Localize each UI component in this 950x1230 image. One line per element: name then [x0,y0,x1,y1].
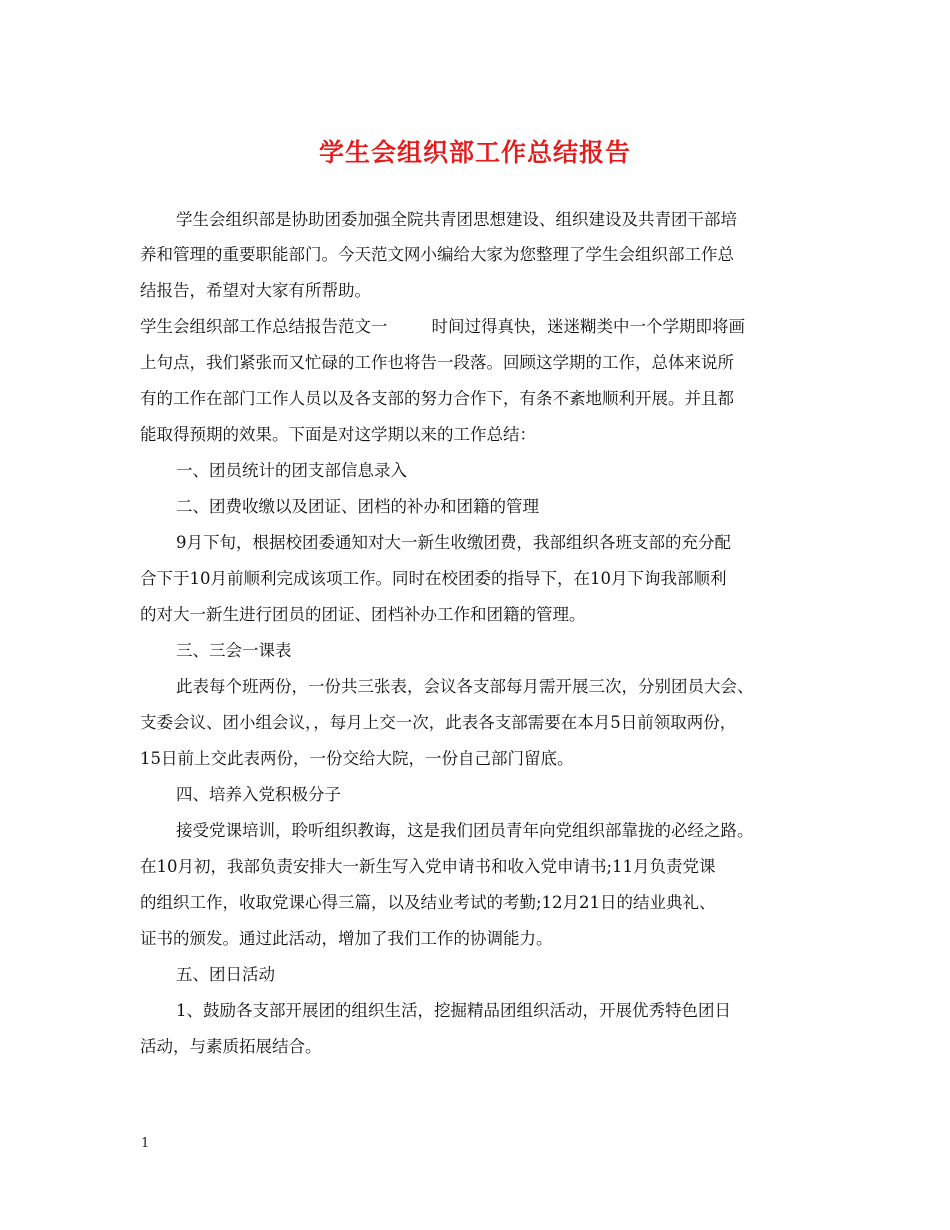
item-heading: 一、团员统计的团支部信息录入 [176,461,407,480]
paragraph-line: 9月下旬，根据校团委通知对大一新生收缴团费，我部组织各班支部的充分配 [176,533,731,552]
paragraph-line: 证书的颁发。通过此活动，增加了我们工作的协调能力。 [140,929,553,948]
paragraph-line: 15日前上交此表两份，一份交给大院，一份自己部门留底。 [140,749,574,768]
paragraph-line: 支委会议、团小组会议，，每月上交一次，此表各支部需要在本月5日前领取两份， [140,713,737,732]
paragraph-line: 学生会组织部是协助团委加强全院共青团思想建设、组织建设及共青团干部培 [176,210,737,229]
item-heading: 四、培养入党积极分子 [176,785,341,804]
paragraph-line: 在10月初，我部负责安排大一新生写入党申请书和收入党申请书;11月负责党课 [140,857,716,876]
paragraph-line: 结报告，希望对大家有所帮助。 [140,281,371,300]
paragraph-line: 有的工作在部门工作人员以及各支部的努力合作下，有条不紊地顺利开展。并且都 [140,389,734,408]
section-heading-line [140,316,745,338]
paragraph-line: 养和管理的重要职能部门。今天范文网小编给大家为您整理了学生会组织部工作总 [140,245,734,264]
paragraph-line: 1、鼓励各支部开展团的组织生活，挖掘精品团组织活动，开展优秀特色团日 [176,1001,731,1020]
page-number: 1 [141,1136,150,1151]
item-heading: 二、团费收缴以及团证、团档的补办和团籍的管理 [176,497,539,516]
item-heading: 三、三会一课表 [176,641,292,660]
item-heading: 五、团日活动 [176,965,275,984]
paragraph-line: 合下于10月前顺利完成该项工作。同时在校团委的指导下，在10月下询我部顺利 [140,569,727,588]
paragraph-line: 能取得预期的效果。下面是对这学期以来的工作总结： [140,425,536,444]
paragraph-line: 接受党课培训，聆听组织教诲，这是我们团员青年向党组织部靠拢的必经之路。 [176,821,754,840]
paragraph-line: 的对大一新生进行团员的团证、团档补办工作和团籍的管理。 [140,605,586,624]
document-title: 学生会组织部工作总结报告 [318,138,631,167]
paragraph-line: 活动，与素质拓展结合。 [140,1037,322,1056]
section-start-text: 时间过得真快，迷迷糊类中一个学期即将画 [431,317,745,336]
section-heading: 学生会组织部工作总结报告范文一 [140,317,388,336]
paragraph-line: 此表每个班两份，一份共三张表，会议各支部每月需开展三次，分别团员大会、 [176,677,754,696]
paragraph-line: 的组织工作，收取党课心得三篇，以及结业考试的考勤;12月21日的结业典礼、 [140,893,716,912]
paragraph-line: 上句点，我们紧张而又忙碌的工作也将告一段落。回顾这学期的工作，总体来说所 [140,353,734,372]
